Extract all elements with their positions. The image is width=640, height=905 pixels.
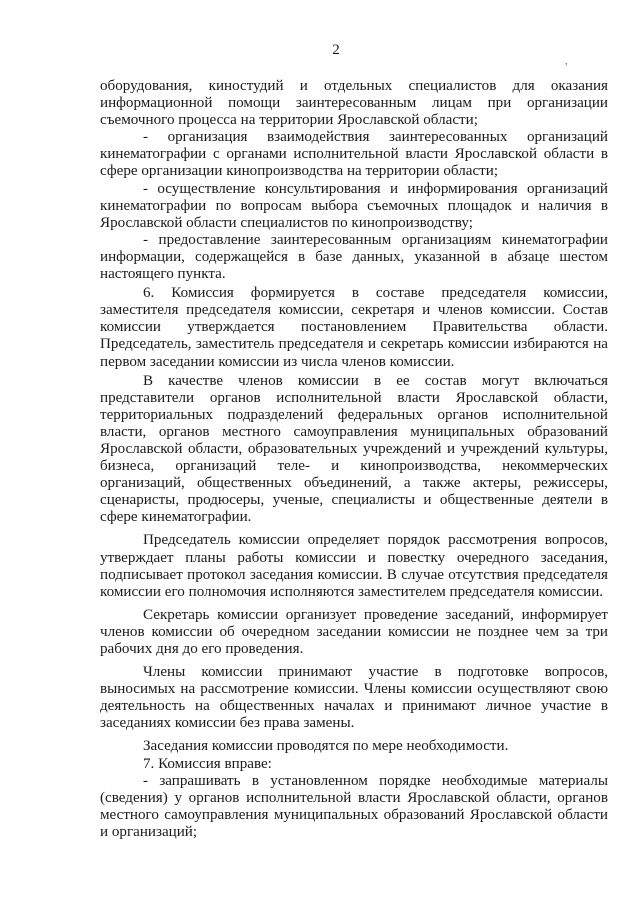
paragraph-meetings: Заседания комиссии проводятся по мере необходимости. [143,738,509,755]
paragraph-secretary: Секретарь комиссии организует проведение заседаний, информирует членов комиссии об очередном заседании комиссии не позднее чем за три рабочих дня до его проведения. [100,606,608,657]
paragraph-list-item-interaction: - организация взаимодействия заинтересованных организаций кинематографии с органами исполнительной власти Ярославской области в сфере организации кинопроизводства на территории области; [100,129,608,180]
paragraph-continuation: оборудования, киностудий и отдельных специалистов для оказания информационной помощи заинтересованным лицам при организации съемочного процесса на территории Ярославской области; [100,78,608,129]
paragraph-chairman: Председатель комиссии определяет порядок рассмотрения вопросов, утверждает планы работы комиссии и повестку очередного заседания, подписывает протокол заседания комиссии. В случае отсутствия председателя комиссии его полномочия исполняются заместителем председателя комиссии. [100,532,608,600]
paragraph-participation: Члены комиссии принимают участие в подготовке вопросов, выносимых на рассмотрение комиссии. Члены комиссии осуществляют свою деятельность на общественных началах и принимают личное участие в заседаниях комиссии без права замены. [100,664,608,732]
corner-mark: , [565,56,568,67]
paragraph-clause-7: 7. Комиссия вправе: [143,755,272,772]
paragraph-clause-6: 6. Комиссия формируется в составе председателя комиссии, заместителя председателя комиссии, секретаря и членов комиссии. Состав комиссии утверждается постановлением Правительства области. Председатель, заместитель председателя и секретарь комиссии избираются на первом заседании комиссии из числа членов комиссии. [100,285,608,370]
page-number: 2 [332,42,340,58]
paragraph-list-item-consulting: - осуществление консультирования и информирования организаций кинематографии по вопросам выбора съемочных площадок и наличия в Ярославской области специалистов по кинопроизводству; [100,180,608,231]
document-body [100,78,608,841]
paragraph-members: В качестве членов комиссии в ее состав могут включаться представители органов исполнительной власти Ярославской области, территориальных подразделений федеральных органов исполнительной власти, органов местного самоуправления муниципальных образований Ярославской области, образовательных учреждений и учреждений культуры, бизнеса, организаций теле- и кинопроизводства, некоммерческих организаций, общественных объединений, а также актеры, режиссеры, сценаристы, продюсеры, ученые, специалисты и общественные деятели в сфере кинематографии. [100,372,608,526]
paragraph-list-item-requests: - запрашивать в установленном порядке необходимые материалы (сведения) у органов исполнительной власти Ярославской области, органов местного самоуправления муниципальных образований Ярославской области и организаций; [100,772,608,840]
paragraph-list-item-information: - предоставление заинтересованным организациям кинематографии информации, содержащейся в базе данных, указанной в абзаце шестом настоящего пункта. [100,231,608,283]
